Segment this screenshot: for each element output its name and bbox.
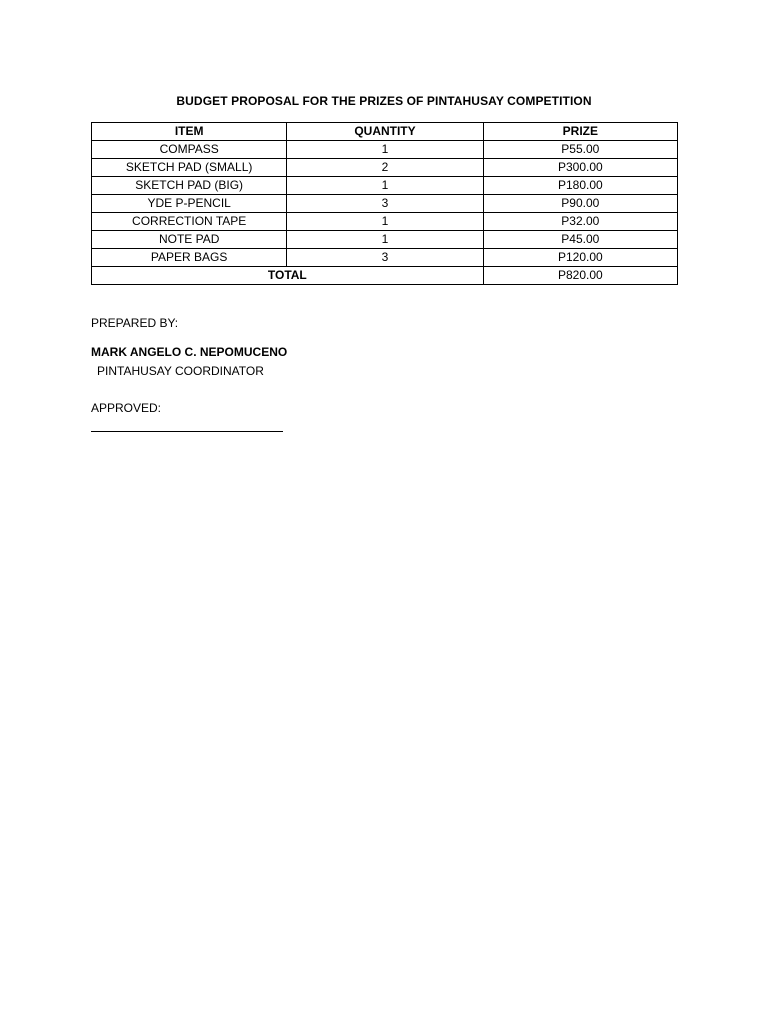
quantity-cell: 1 — [287, 213, 483, 231]
preparer-role: PINTAHUSAY COORDINATOR — [97, 364, 264, 378]
prize-cell: P120.00 — [483, 249, 677, 267]
quantity-cell: 1 — [287, 177, 483, 195]
item-cell: CORRECTION TAPE — [92, 213, 287, 231]
table-row — [92, 231, 678, 249]
document-title: BUDGET PROPOSAL FOR THE PRIZES OF PINTAHUSAY COMPETITION — [176, 94, 592, 108]
total-row — [92, 267, 678, 285]
quantity-cell: 1 — [287, 231, 483, 249]
approved-label: APPROVED: — [91, 401, 162, 415]
column-header-prize: PRIZE — [483, 123, 677, 141]
budget-table — [91, 122, 678, 285]
quantity-cell: 2 — [287, 159, 483, 177]
table-row — [92, 159, 678, 177]
item-cell: SKETCH PAD (BIG) — [92, 177, 287, 195]
total-label: TOTAL — [92, 267, 484, 285]
item-cell: NOTE PAD — [92, 231, 287, 249]
prize-cell: P90.00 — [483, 195, 677, 213]
prepared-by-label: PREPARED BY: — [91, 316, 179, 330]
column-header-item: ITEM — [92, 123, 287, 141]
item-cell: COMPASS — [92, 141, 287, 159]
quantity-cell: 1 — [287, 141, 483, 159]
preparer-name: MARK ANGELO C. NEPOMUCENO — [91, 345, 288, 359]
prize-cell: P180.00 — [483, 177, 677, 195]
item-cell: SKETCH PAD (SMALL) — [92, 159, 287, 177]
prize-cell: P55.00 — [483, 141, 677, 159]
item-cell: YDE P-PENCIL — [92, 195, 287, 213]
prize-cell: P45.00 — [483, 231, 677, 249]
table-row — [92, 195, 678, 213]
prize-cell: P300.00 — [483, 159, 677, 177]
column-header-quantity: QUANTITY — [287, 123, 483, 141]
table-row — [92, 213, 678, 231]
signature-line — [91, 431, 283, 432]
total-value: P820.00 — [483, 267, 677, 285]
table-header-row — [92, 123, 678, 141]
table-row — [92, 249, 678, 267]
table-row — [92, 177, 678, 195]
prize-cell: P32.00 — [483, 213, 677, 231]
item-cell: PAPER BAGS — [92, 249, 287, 267]
quantity-cell: 3 — [287, 195, 483, 213]
table-row — [92, 141, 678, 159]
quantity-cell: 3 — [287, 249, 483, 267]
